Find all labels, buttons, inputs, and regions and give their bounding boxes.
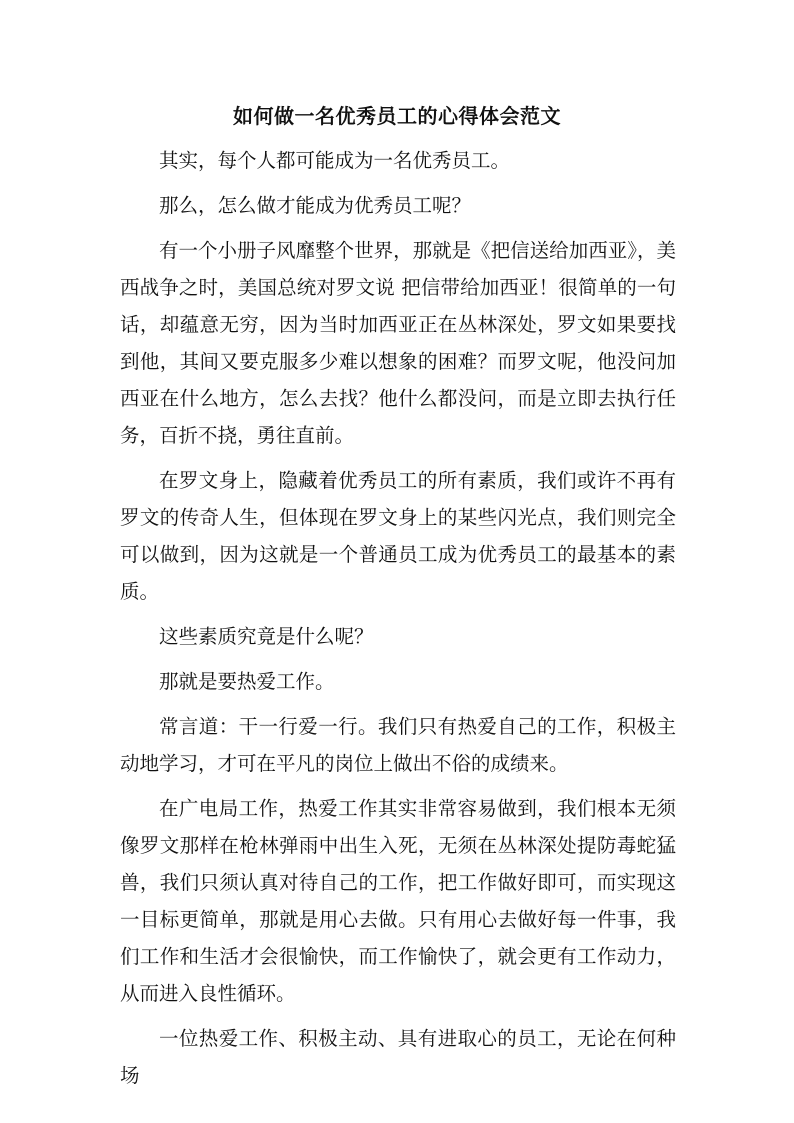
paragraph: 这些素质究竟是什么呢？: [159, 625, 374, 648]
paragraph: 一位热爱工作、积极主动、具有进取心的员工，无论在何种场: [120, 1027, 676, 1087]
paragraph: 在广电局工作，热爱工作其实非常容易做到，我们根本无须像罗文那样在枪林弹雨中出生入死，无须在丛林深处提防毒蛇猛兽，我们只须认真对待自己的工作，把工作做好即可，而实现这一目标更简单，那就是用心去做。只有用心去做好每一件事，我们工作和生活才会很愉快，而工作愉快了，就会更有工作动力，从而进入良性循环。: [120, 797, 676, 1005]
paragraph: 那么，怎么做才能成为优秀员工呢？: [159, 194, 472, 217]
document-title: 如何做一名优秀员工的心得体会范文: [233, 104, 561, 128]
paragraph: 有一个小册子风靡整个世界，那就是《把信送给加西亚》，美西战争之时，美国总统对罗文说 把信带给加西亚！很简单的一句话，却蕴意无穷，因为当时加西亚正在丛林深处，罗文如果要找到他，其间又要克服多少难以想象的困难？而罗文呢，他没问加西亚在什么地方，怎么去找？他什么都没问，而是立即去执行任务，百折不挠，勇往直前。: [120, 239, 676, 447]
paragraph: 那就是要热爱工作。: [159, 670, 335, 693]
paragraph: 常言道：干一行爱一行。我们只有热爱自己的工作，积极主动地学习，才可在平凡的岗位上做出不俗的成绩来。: [120, 715, 676, 775]
paragraph: 在罗文身上，隐藏着优秀员工的所有素质，我们或许不再有罗文的传奇人生，但体现在罗文身上的某些闪光点，我们则完全可以做到，因为这就是一个普通员工成为优秀员工的最基本的素质。: [120, 469, 676, 603]
paragraph: 其实，每个人都可能成为一名优秀员工。: [159, 149, 511, 172]
document-body: [120, 142, 676, 1102]
